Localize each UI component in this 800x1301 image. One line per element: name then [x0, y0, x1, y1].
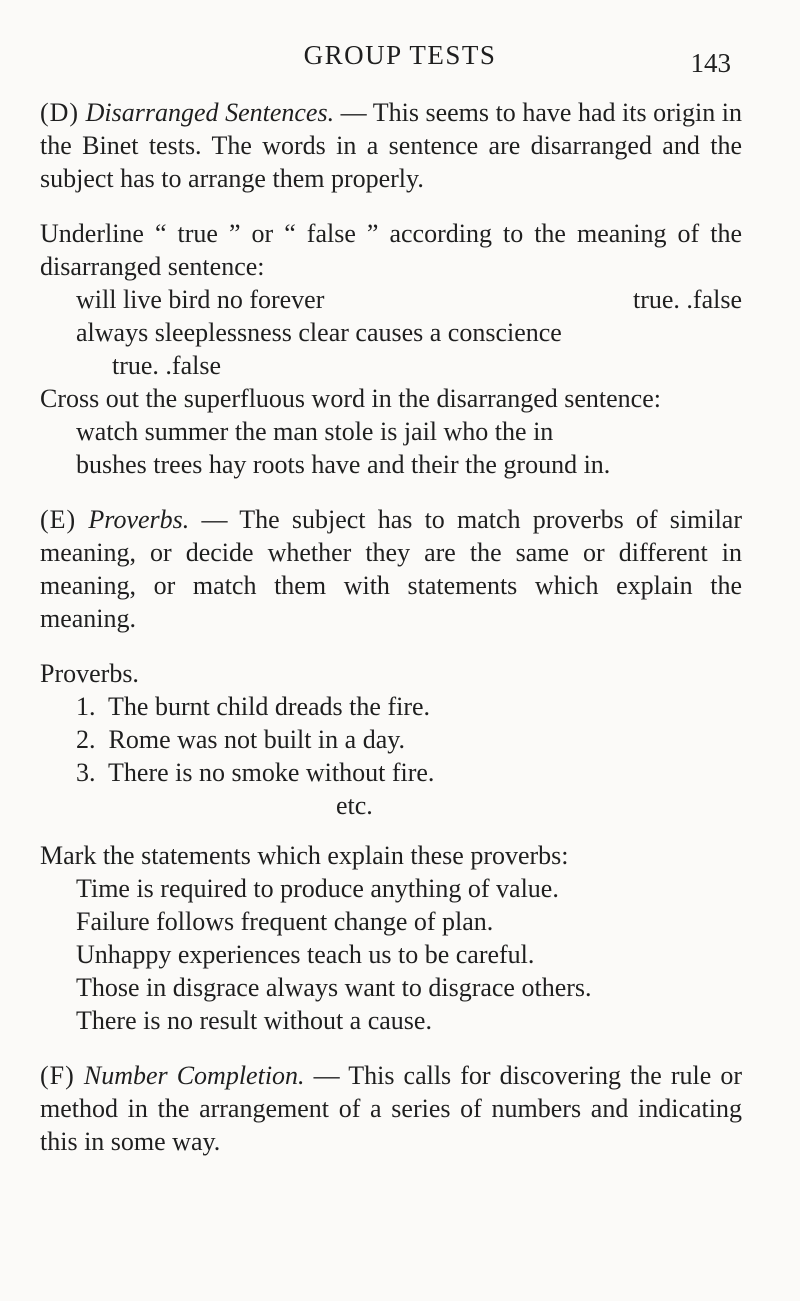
- list-item: Time is required to produce anything of value.: [76, 874, 559, 903]
- section-f-heading: Number Completion.: [83, 1061, 305, 1090]
- section-e-instruction: Mark the statements which explain these proverbs:: [40, 841, 569, 870]
- example-3-line1: watch summer the man stole is jail who the in: [76, 417, 554, 446]
- example-3-line2: bushes trees hay roots have and their the ground in.: [76, 450, 611, 479]
- section-d-heading: Disarranged Sentences.: [85, 98, 335, 127]
- list-item: Those in disgrace always want to disgrace others.: [76, 973, 592, 1002]
- list-number: 3.: [76, 758, 96, 787]
- example-1-text: will live bird no forever: [76, 285, 325, 314]
- section-e-text: The subject has to match proverbs of similar meaning, or decide whether they are the same or different in meaning, or match them with statements which explain the meaning.: [40, 505, 743, 633]
- section-d-instruction2: Cross out the superfluous word in the disarranged sentence:: [40, 384, 661, 413]
- section-e-paragraph: [40, 503, 742, 635]
- section-d-dash: —: [334, 98, 373, 127]
- list-item: [76, 723, 742, 756]
- proverbs-etc: etc.: [336, 791, 373, 820]
- section-f-label: (F): [40, 1061, 75, 1090]
- list-item: [76, 756, 742, 789]
- statements-list: [40, 872, 742, 1037]
- list-number: 1.: [76, 692, 96, 721]
- running-title: GROUP TESTS: [303, 40, 497, 70]
- proverbs-list: [40, 690, 742, 789]
- page-number: 143: [690, 48, 731, 78]
- section-d-text: This seems to have had its origin in the Binet tests. The words in a sentence are disarranged and the subject has to arrange them properly.: [40, 98, 743, 193]
- list-number: 2.: [76, 725, 96, 754]
- section-d-paragraph: [40, 96, 742, 195]
- running-head: [0, 40, 800, 80]
- proverbs-title: Proverbs.: [40, 659, 139, 688]
- section-d-label: (D): [40, 98, 80, 127]
- example-2-answer: true. .false: [112, 351, 222, 380]
- section-e-label: (E): [40, 505, 77, 534]
- list-item: Failure follows frequent change of plan.: [76, 907, 494, 936]
- proverb-text: There is no smoke without fire.: [108, 758, 435, 787]
- section-e-dash: —: [189, 505, 240, 534]
- section-f-paragraph: [40, 1059, 742, 1158]
- list-item: [76, 690, 742, 723]
- list-item: There is no result without a cause.: [76, 1006, 432, 1035]
- section-f-text: This calls for discovering the rule or method in the arrangement of a series of numbers and indicating this in some way.: [40, 1061, 743, 1156]
- example-1: [40, 283, 742, 316]
- body-text: [40, 96, 742, 1158]
- example-1-answer: true. .false: [632, 285, 742, 314]
- example-2-text: always sleeplessness clear causes a conscience: [76, 318, 562, 347]
- section-e-heading: Proverbs.: [88, 505, 190, 534]
- proverb-text: The burnt child dreads the fire.: [108, 692, 431, 721]
- list-item: Unhappy experiences teach us to be careful.: [76, 940, 535, 969]
- section-d-instruction1: Underline “ true ” or “ false ” according to the meaning of the disarranged sentence:: [40, 219, 742, 281]
- proverb-text: Rome was not built in a day.: [108, 725, 406, 754]
- section-f-dash: —: [304, 1061, 349, 1090]
